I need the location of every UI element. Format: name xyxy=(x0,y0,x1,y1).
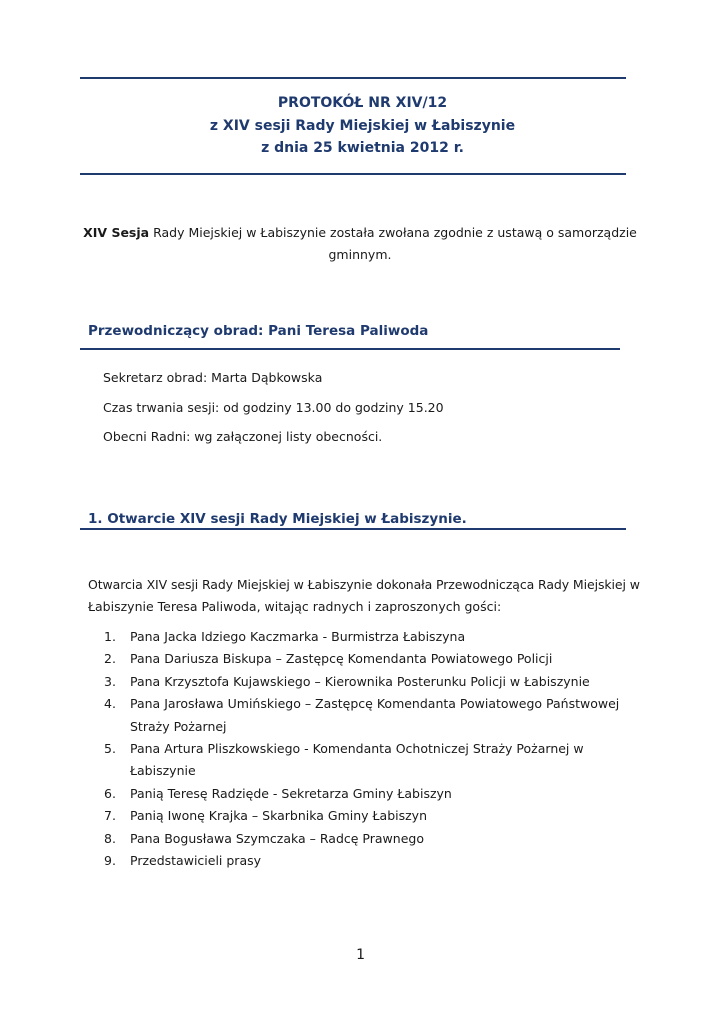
list-item xyxy=(104,828,644,850)
header-top-rule xyxy=(80,77,626,79)
chair-rule xyxy=(80,348,620,350)
list-item-text: Pana Jarosława Umińskiego – Zastępcę Komendanta Powiatowego Państwowej Straży Pożarnej xyxy=(130,696,620,734)
list-item xyxy=(104,805,644,827)
list-item-number: 4. xyxy=(104,696,116,712)
header-bottom-rule xyxy=(80,173,626,175)
list-item-text: Panią Teresę Radzięde - Sekretarza Gminy Łabiszyn xyxy=(130,785,452,801)
document-date: z dnia 25 kwietnia 2012 r. xyxy=(261,140,464,156)
list-item-number: 9. xyxy=(104,853,116,869)
list-item-text: Przedstawicieli prasy xyxy=(130,853,262,869)
secretary-line: Sekretarz obrad: Marta Dąbkowska xyxy=(103,370,323,385)
list-item-number: 6. xyxy=(104,785,116,801)
list-item-text: Panią Iwonę Krajka – Skarbnika Gminy Łabiszyn xyxy=(130,808,428,824)
intro-session-bold: XIV Sesja xyxy=(83,225,150,240)
list-item-number: 2. xyxy=(104,651,116,667)
list-item xyxy=(104,783,644,805)
list-item-text: Pana Bogusława Szymczaka – Radcę Prawnego xyxy=(130,830,424,846)
page-number: 1 xyxy=(356,947,365,963)
present-line: Obecni Radni: wg załączonej listy obecności. xyxy=(103,429,383,444)
list-item xyxy=(104,850,644,872)
intro-text-line2: gminnym. xyxy=(328,247,392,262)
section1-para-line2: Łabiszynie Teresa Paliwoda, witając radnych i zaproszonych gości: xyxy=(88,599,502,614)
list-item xyxy=(104,671,644,693)
guest-list xyxy=(104,626,644,872)
list-item xyxy=(104,693,644,738)
document-title: PROTOKÓŁ NR XIV/12 xyxy=(277,95,448,111)
list-item-number: 3. xyxy=(104,673,116,689)
list-item-number: 5. xyxy=(104,741,116,757)
list-item-text: Pana Artura Pliszkowskiego - Komendanta Ochotniczej Straży Pożarnej w Łabiszynie xyxy=(130,741,584,779)
intro-paragraph xyxy=(80,222,640,266)
duration-line: Czas trwania sesji: od godziny 13.00 do godziny 15.20 xyxy=(103,400,444,415)
list-item xyxy=(104,738,644,783)
list-item xyxy=(104,626,644,648)
section1-heading: 1. Otwarcie XIV sesji Rady Miejskiej w Łabiszynie. xyxy=(88,511,467,527)
list-item-number: 7. xyxy=(104,808,116,824)
section1-rule xyxy=(80,528,626,530)
section1-paragraph xyxy=(88,574,638,618)
list-item-text: Pana Jacka Idziego Kaczmarka - Burmistrza Łabiszyna xyxy=(130,629,466,644)
list-item-text: Pana Krzysztofa Kujawskiego – Kierownika Posterunku Policji w Łabiszynie xyxy=(130,673,590,689)
list-item-number: 8. xyxy=(104,830,116,846)
intro-text-line1: Rady Miejskiej w Łabiszynie została zwołana zgodnie z ustawą o samorządzie xyxy=(149,225,637,240)
list-item xyxy=(104,648,644,670)
section1-para-line1: Otwarcia XIV sesji Rady Miejskiej w Łabiszynie dokonała Przewodnicząca Rady Miejskiej w xyxy=(88,577,640,592)
list-item-number: 1. xyxy=(104,629,116,644)
list-item-text: Pana Dariusza Biskupa – Zastępcę Komendanta Powiatowego Policji xyxy=(130,651,553,667)
chair-heading: Przewodniczący obrad: Pani Teresa Paliwoda xyxy=(88,323,429,339)
document-subtitle: z XIV sesji Rady Miejskiej w Łabiszynie xyxy=(209,118,516,134)
